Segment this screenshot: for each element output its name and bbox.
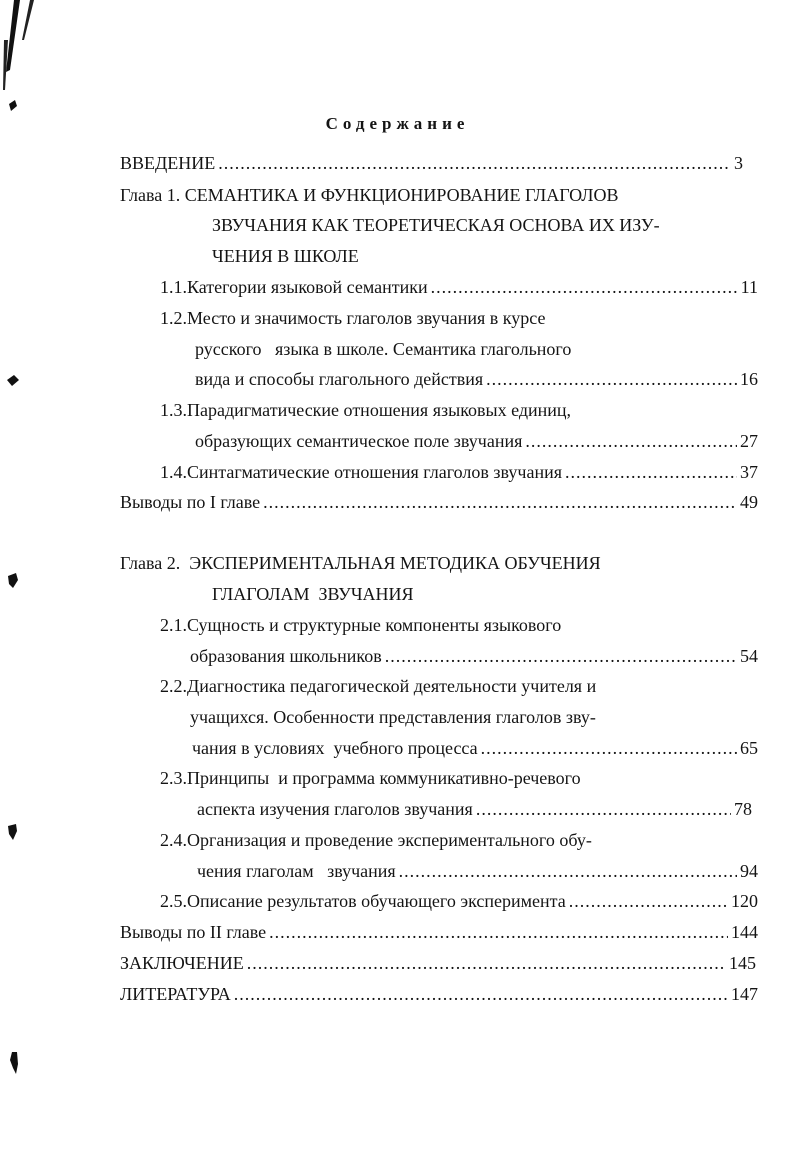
- toc-entry-text: 1.1.Категории языковой семантики: [160, 277, 428, 297]
- toc-entry-1-1: [160, 276, 758, 298]
- dot-leader: [431, 276, 738, 298]
- toc-entry-2-2-line-3: [192, 737, 758, 759]
- dot-leader: [218, 152, 731, 174]
- toc-entry-text: чения глаголам звучания: [197, 861, 396, 881]
- toc-page-number: 27: [740, 431, 758, 451]
- toc-entry-text: ЗАКЛЮЧЕНИЕ: [120, 953, 244, 973]
- dot-leader: [481, 737, 737, 759]
- chapter-1-title-line-1: Глава 1. СЕМАНТИКА И ФУНКЦИОНИРОВАНИЕ ГЛАГОЛОВ: [120, 185, 619, 205]
- chapter-1-title-line-3: ЧЕНИЯ В ШКОЛЕ: [212, 246, 359, 266]
- toc-page-number: 54: [740, 646, 758, 666]
- toc-entry-conclusions-1: [120, 491, 758, 513]
- toc-entry-2-3-line-1: 2.3.Принципы и программа коммуникативно-речевого: [160, 768, 581, 788]
- dot-leader: [565, 461, 737, 483]
- toc-page-number: 94: [740, 861, 758, 881]
- toc-entry-text: ЛИТЕРАТУРА: [120, 984, 231, 1004]
- toc-entry-text: Выводы по I главе: [120, 492, 261, 512]
- toc-entry-text: чания в условиях учебного процесса: [192, 738, 478, 758]
- toc-page-number: 11: [740, 277, 758, 297]
- dot-leader: [476, 798, 731, 820]
- toc-entry-2-5: [160, 890, 758, 912]
- dot-leader: [385, 645, 737, 667]
- toc-page-number: 37: [740, 462, 758, 482]
- page-title: Содержание: [325, 114, 470, 133]
- toc-page-number: 78: [734, 799, 752, 819]
- toc-entry-2-2-line-1: 2.2.Диагностика педагогической деятельности учителя и: [160, 676, 597, 696]
- toc-entry-text: вида и способы глагольного действия: [195, 369, 484, 389]
- binding-marks: [0, 0, 60, 1165]
- toc-entry-2-2-line-2: учащихся. Особенности представления глаголов зву-: [190, 707, 596, 727]
- dot-leader: [247, 952, 726, 974]
- toc-entry-1-3-line-1: 1.3.Парадигматические отношения языковых единиц,: [160, 400, 572, 420]
- toc-entry-2-1-line-2: [190, 645, 758, 667]
- toc-entry-2-3-line-2: [197, 798, 752, 820]
- toc-entry-text: ВВЕДЕНИЕ: [120, 153, 216, 173]
- toc-entry-1-4: [160, 461, 758, 483]
- toc-entry-1-2-line-3: [195, 368, 758, 390]
- toc-entry-1-2-line-1: 1.2.Место и значимость глаголов звучания в курсе: [160, 308, 546, 328]
- dot-leader: [525, 430, 737, 452]
- toc-page-number: 16: [740, 369, 758, 389]
- toc-entry-1-3-line-2: [195, 430, 758, 452]
- toc-page-number: 65: [740, 738, 758, 758]
- dot-leader: [486, 368, 737, 390]
- toc-page-number: 120: [731, 891, 758, 911]
- toc-page-number: 147: [731, 984, 758, 1004]
- toc-entry-text: Выводы по II главе: [120, 922, 267, 942]
- chapter-2-title-line-1: Глава 2. ЭКСПЕРИМЕНТАЛЬНАЯ МЕТОДИКА ОБУЧЕНИЯ: [120, 553, 601, 573]
- dot-leader: [263, 491, 737, 513]
- toc-entry-text: аспекта изучения глаголов звучания: [197, 799, 473, 819]
- chapter-1-title-line-2: ЗВУЧАНИЯ КАК ТЕОРЕТИЧЕСКАЯ ОСНОВА ИХ ИЗУ-: [212, 215, 660, 235]
- toc-entry-text: 2.5.Описание результатов обучающего эксперимента: [160, 891, 566, 911]
- toc-page-number: 144: [731, 922, 758, 942]
- toc-entry-2-1-line-1: 2.1.Сущность и структурные компоненты языкового: [160, 615, 562, 635]
- dot-leader: [569, 890, 728, 912]
- dot-leader: [234, 983, 728, 1005]
- dot-leader: [269, 921, 728, 943]
- toc-entry-conclusion: [120, 952, 756, 974]
- toc-entry-conclusions-2: [120, 921, 758, 943]
- toc-entry-2-4-line-1: 2.4.Организация и проведение экспериментального обу-: [160, 830, 592, 850]
- toc-entry-text: образования школьников: [190, 646, 382, 666]
- toc-entry-text: образующих семантическое поле звучания: [195, 431, 523, 451]
- toc-page-number: 145: [729, 953, 756, 973]
- toc-entry-literature: [120, 983, 758, 1005]
- toc-entry-text: 1.4.Синтагматические отношения глаголов звучания: [160, 462, 562, 482]
- toc-page-number: 3: [734, 153, 743, 173]
- toc-entry-2-4-line-2: [197, 860, 758, 882]
- chapter-2-title-line-2: ГЛАГОЛАМ ЗВУЧАНИЯ: [212, 584, 414, 604]
- dot-leader: [399, 860, 737, 882]
- toc-entry-intro: [120, 152, 743, 174]
- toc-page-number: 49: [740, 492, 758, 512]
- toc-entry-1-2-line-2: русского языка в школе. Семантика глагольного: [195, 339, 572, 359]
